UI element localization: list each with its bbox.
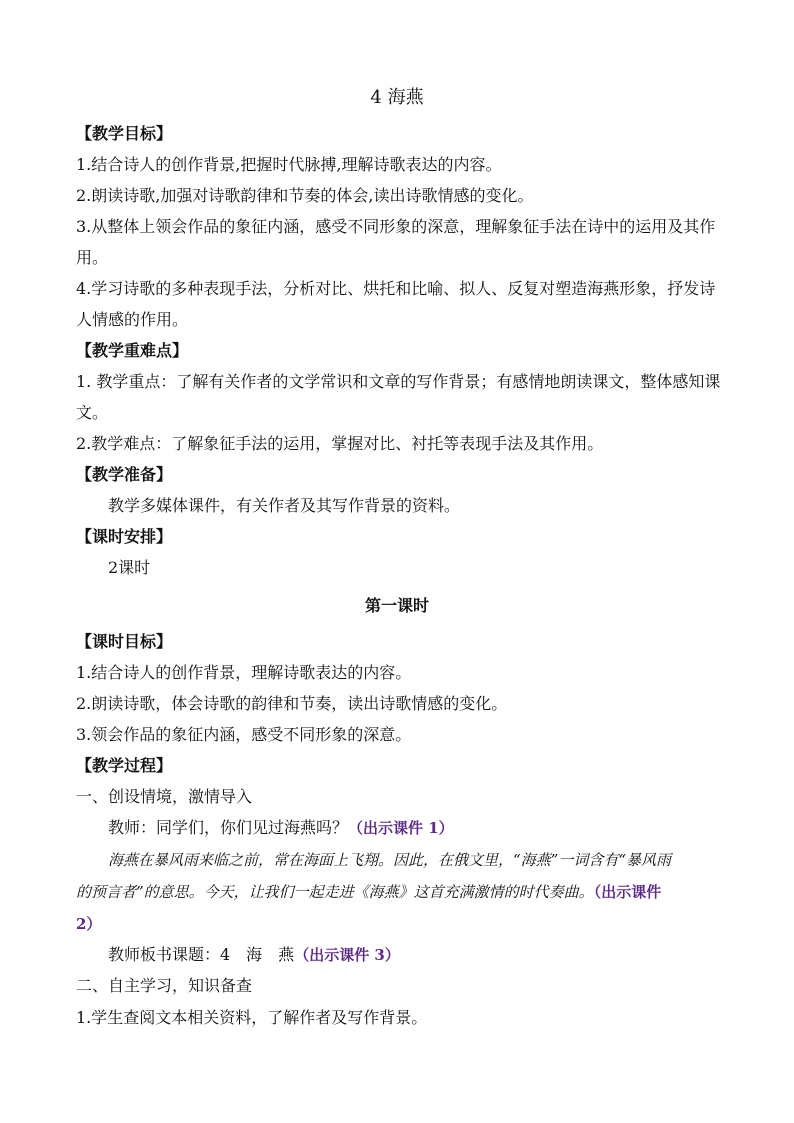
teacher-question (108, 818, 758, 838)
section-2-item-1: 1.学生查阅文本相关资料，了解作者及写作背景。 (76, 1008, 428, 1027)
key-point-1-line-2: 文。 (76, 403, 109, 422)
intro-paragraph-line-2 (76, 882, 726, 902)
goal-4-line-2: 人情感的作用。 (76, 310, 189, 329)
page-title: 4 海燕 (370, 87, 424, 108)
heading-lesson-goals: 【课时目标】 (76, 632, 173, 651)
preparation-text: 教学多媒体课件，有关作者及其写作背景的资料。 (108, 496, 461, 515)
heading-process: 【教学过程】 (76, 756, 173, 775)
goal-4-line-1: 4.学习诗歌的多种表现手法，分析对比、烘托和比喻、拟人、反复对塑造海燕形象，抒发诗 (76, 279, 716, 298)
slide-hint-2a: （出示课件 (593, 883, 662, 901)
schedule-text: 2课时 (108, 558, 151, 577)
slide-hint-2b: 2） (76, 915, 102, 933)
board-title-line (108, 945, 758, 965)
heading-preparation: 【教学准备】 (76, 465, 173, 484)
key-point-1-line-1: 1. 教学重点：了解有关作者的文学常识和文章的写作背景；有感情地朗读课文，整体感知课 (76, 372, 721, 391)
goal-1: 1.结合诗人的创作背景,把握时代脉搏,理解诗歌表达的内容。 (76, 155, 502, 174)
intro-paragraph-line-2-text: 的预言者”的意思。今天，让我们一起走进《海燕》这首充满激情的时代奏曲。 (76, 883, 594, 901)
heading-key-points: 【教学重难点】 (76, 341, 189, 360)
heading-schedule: 【课时安排】 (76, 527, 173, 546)
section-2-title: 二、自主学习，知识备查 (76, 976, 253, 995)
lesson-goal-3: 3.领会作品的象征内涵，感受不同形象的深意。 (76, 725, 412, 744)
board-title-text: 教师板书课题：4 海 燕 (108, 945, 295, 964)
slide-hint-3: （出示课件 3） (294, 946, 400, 964)
lesson-goal-2: 2.朗读诗歌，体会诗歌的韵律和节奏，读出诗歌情感的变化。 (76, 694, 508, 713)
lesson-goal-1: 1.结合诗人的创作背景，理解诗歌表达的内容。 (76, 663, 412, 682)
slide-hint-1: （出示课件 1） (348, 819, 454, 837)
intro-paragraph-line-1: 海燕在暴风雨来临之前，常在海面上飞翔。因此，在俄文里，“海燕”一词含有“暴风雨 (108, 851, 672, 869)
heading-teaching-goals: 【教学目标】 (76, 124, 173, 143)
lesson-1-title: 第一课时 (364, 596, 429, 615)
goal-3-line-2: 用。 (76, 248, 109, 267)
section-1-title: 一、创设情境，激情导入 (76, 787, 253, 806)
intro-paragraph-line-3 (76, 914, 726, 934)
key-point-2: 2.教学难点：了解象征手法的运用，掌握对比、衬托等表现手法及其作用。 (76, 434, 604, 453)
goal-3-line-1: 3.从整体上领会作品的象征内涵，感受不同形象的深意，理解象征手法在诗中的运用及其作 (76, 217, 716, 236)
teacher-question-text: 教师：同学们，你们见过海燕吗？ (108, 818, 349, 837)
goal-2: 2.朗读诗歌,加强对诗歌韵律和节奏的体会,读出诗歌情感的变化。 (76, 186, 534, 205)
